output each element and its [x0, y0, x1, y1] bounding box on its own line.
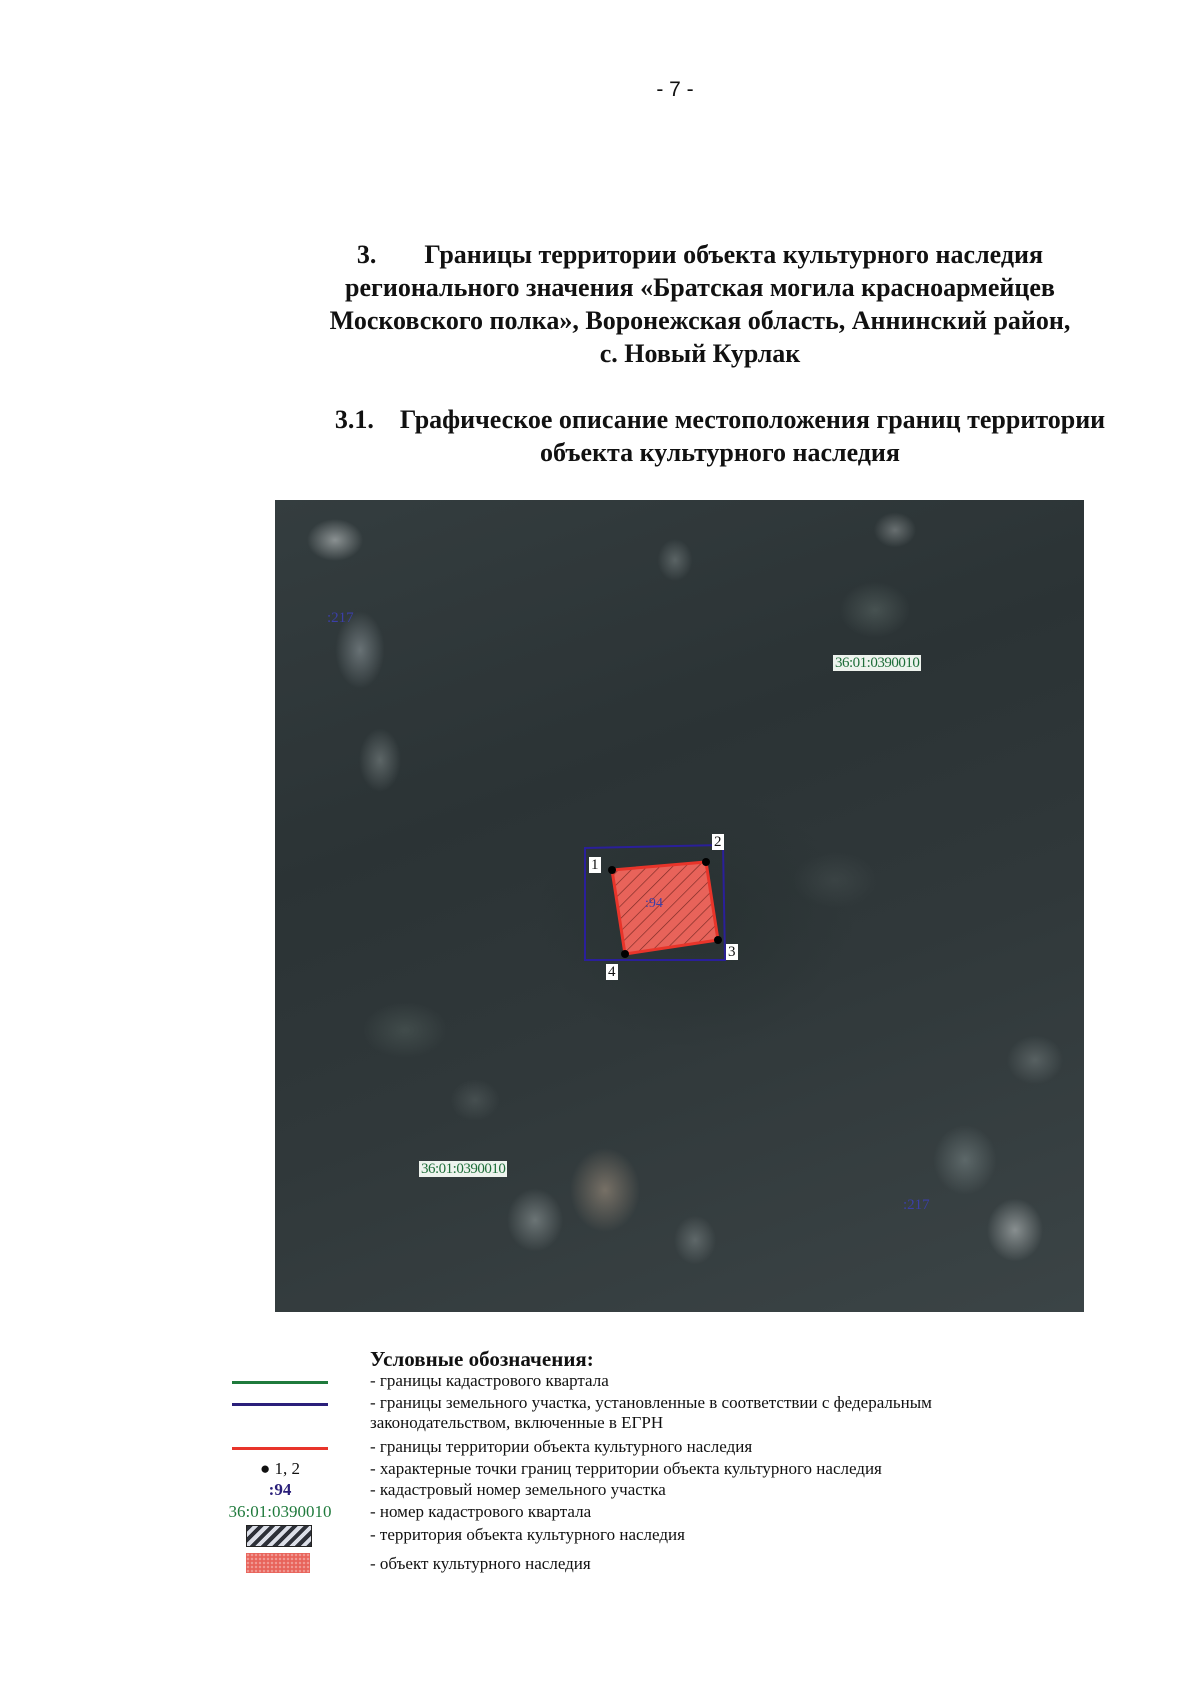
point-label-4: 4 — [608, 964, 616, 980]
point-label-3: 3 — [728, 944, 736, 960]
legend-blue-line-symbol — [232, 1403, 328, 1406]
section-title-line2: регионального значения «Братская могила красноармейцев — [345, 273, 1055, 302]
characteristic-point-2 — [702, 858, 710, 866]
section-number: 3. — [356, 240, 377, 269]
section-title-line1: Границы территории объекта культурного наследия — [424, 240, 1044, 269]
quarter-label-bottom: 36:01:0390010 — [421, 1161, 506, 1177]
legend-item-heritage-object: - объект культурного наследия — [370, 1554, 591, 1573]
legend-item-heritage-territory: - территория объекта культурного наследия — [370, 1525, 685, 1544]
legend-parcel-number-symbol: :94 — [268, 1480, 292, 1499]
legend-title: Условные обозначения: — [370, 1347, 594, 1371]
satellite-map — [275, 500, 1084, 1312]
legend-points-symbol: ● 1, 2 — [259, 1459, 301, 1478]
legend-item-plot-border-line1: - границы земельного участка, установленные в соответствии с федеральным — [370, 1393, 932, 1412]
page-number: - 7 - — [656, 78, 694, 101]
heritage-territory-hatch — [612, 862, 718, 954]
quarter-label-top: 36:01:0390010 — [835, 655, 920, 671]
legend-item-quarter-number: - номер кадастрового квартала — [370, 1502, 592, 1521]
point-label-2: 2 — [714, 834, 722, 850]
legend-quarter-number-symbol: 36:01:0390010 — [228, 1502, 332, 1521]
legend-red-box-symbol — [246, 1553, 310, 1573]
characteristic-point-1 — [608, 866, 616, 874]
parcel-label-217-top: :217 — [327, 610, 354, 626]
parcel-label-217-bottom: :217 — [903, 1197, 930, 1213]
legend-item-plot-border-line2: законодательством, включенные в ЕГРН — [370, 1413, 664, 1432]
legend-item-territory-border: - границы территории объекта культурного наследия — [370, 1437, 753, 1456]
point-label-1: 1 — [591, 857, 599, 873]
section-title-line3: Московского полка», Воронежская область, Аннинский район, — [329, 306, 1071, 335]
legend-item-quarter-border: - границы кадастрового квартала — [370, 1371, 609, 1390]
legend-red-line-symbol — [232, 1447, 328, 1450]
map-overlay — [275, 500, 1084, 1312]
section-title-line4: с. Новый Курлак — [599, 339, 801, 368]
legend-item-points: - характерные точки границ территории объекта культурного наследия — [370, 1459, 882, 1478]
subsection-title-line1: Графическое описание местоположения границ территории — [399, 405, 1106, 434]
section-title — [250, 238, 1150, 370]
legend-green-line-symbol — [232, 1381, 328, 1384]
subsection-number: 3.1. — [334, 405, 374, 434]
subsection-title-line2: объекта культурного наследия — [540, 438, 900, 467]
characteristic-point-3 — [714, 936, 722, 944]
subsection-title — [280, 403, 1160, 469]
parcel-label-94: :94 — [645, 896, 663, 911]
legend-hatched-box-symbol — [246, 1525, 312, 1547]
characteristic-point-4 — [621, 950, 629, 958]
legend-item-parcel-number: - кадастровый номер земельного участка — [370, 1480, 666, 1499]
legend-item-plot-border — [370, 1393, 1070, 1433]
